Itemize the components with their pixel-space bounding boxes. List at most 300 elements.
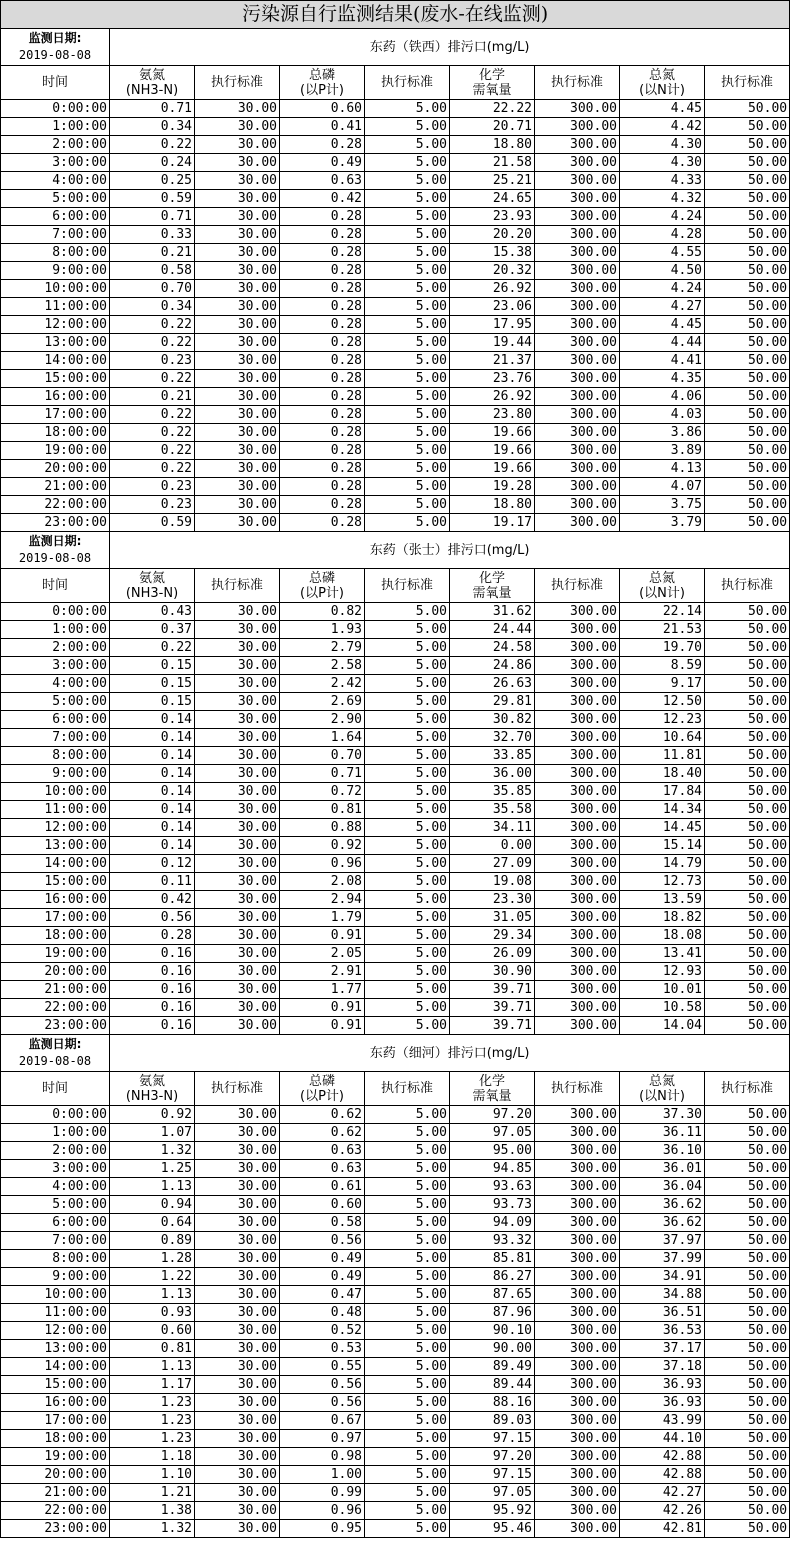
value-cell: 300.00 <box>535 1268 620 1286</box>
table-row <box>1 1178 790 1196</box>
value-cell: 20.32 <box>450 262 535 280</box>
value-cell: 97.05 <box>450 1124 535 1142</box>
monitoring-date-value: 2019-08-08 <box>18 48 92 62</box>
column-header: 总磷 (以P计) <box>280 569 365 603</box>
value-cell: 0.53 <box>280 1340 365 1358</box>
value-cell: 50.00 <box>705 1160 790 1178</box>
value-cell: 30.00 <box>195 388 280 406</box>
value-cell: 5.00 <box>365 1412 450 1430</box>
table-row <box>1 783 790 801</box>
table-row <box>1 855 790 873</box>
value-cell: 50.00 <box>705 190 790 208</box>
table-row <box>1 334 790 352</box>
value-cell: 5.00 <box>365 711 450 729</box>
table-row <box>1 190 790 208</box>
table-row <box>1 316 790 334</box>
value-cell: 0.28 <box>280 388 365 406</box>
table-row <box>1 1286 790 1304</box>
value-cell: 30.00 <box>195 1232 280 1250</box>
value-cell: 4.03 <box>620 406 705 424</box>
value-cell: 0.93 <box>110 1304 195 1322</box>
value-cell: 0.48 <box>280 1304 365 1322</box>
value-cell: 50.00 <box>705 783 790 801</box>
column-header-row <box>1 569 790 603</box>
value-cell: 97.15 <box>450 1466 535 1484</box>
value-cell: 5.00 <box>365 136 450 154</box>
value-cell: 5.00 <box>365 1322 450 1340</box>
table-row <box>1 244 790 262</box>
value-cell: 0.15 <box>110 675 195 693</box>
value-cell: 5.00 <box>365 945 450 963</box>
value-cell: 50.00 <box>705 837 790 855</box>
value-cell: 300.00 <box>535 1017 620 1035</box>
table-row <box>1 424 790 442</box>
value-cell: 15.14 <box>620 837 705 855</box>
value-cell: 300.00 <box>535 1160 620 1178</box>
value-cell: 50.00 <box>705 1268 790 1286</box>
time-cell: 20:00:00 <box>1 1466 110 1484</box>
value-cell: 36.51 <box>620 1304 705 1322</box>
table-row <box>1 280 790 298</box>
value-cell: 39.71 <box>450 1017 535 1035</box>
value-cell: 0.97 <box>280 1430 365 1448</box>
value-cell: 50.00 <box>705 1250 790 1268</box>
value-cell: 1.38 <box>110 1502 195 1520</box>
value-cell: 5.00 <box>365 819 450 837</box>
value-cell: 50.00 <box>705 496 790 514</box>
value-cell: 300.00 <box>535 478 620 496</box>
value-cell: 90.00 <box>450 1340 535 1358</box>
column-header: 执行标准 <box>705 1072 790 1106</box>
value-cell: 17.95 <box>450 316 535 334</box>
time-cell: 15:00:00 <box>1 370 110 388</box>
table-row <box>1 1124 790 1142</box>
value-cell: 1.28 <box>110 1250 195 1268</box>
time-cell: 19:00:00 <box>1 1448 110 1466</box>
value-cell: 50.00 <box>705 1286 790 1304</box>
value-cell: 300.00 <box>535 801 620 819</box>
value-cell: 0.22 <box>110 639 195 657</box>
value-cell: 30.00 <box>195 1502 280 1520</box>
value-cell: 1.18 <box>110 1448 195 1466</box>
value-cell: 30.00 <box>195 136 280 154</box>
value-cell: 30.00 <box>195 1430 280 1448</box>
value-cell: 50.00 <box>705 801 790 819</box>
value-cell: 18.82 <box>620 909 705 927</box>
value-cell: 1.23 <box>110 1394 195 1412</box>
value-cell: 18.80 <box>450 136 535 154</box>
value-cell: 50.00 <box>705 855 790 873</box>
value-cell: 5.00 <box>365 1196 450 1214</box>
value-cell: 300.00 <box>535 693 620 711</box>
value-cell: 2.90 <box>280 711 365 729</box>
value-cell: 0.28 <box>110 927 195 945</box>
value-cell: 1.23 <box>110 1430 195 1448</box>
value-cell: 12.23 <box>620 711 705 729</box>
value-cell: 2.08 <box>280 873 365 891</box>
value-cell: 300.00 <box>535 1142 620 1160</box>
time-cell: 0:00:00 <box>1 603 110 621</box>
value-cell: 5.00 <box>365 873 450 891</box>
value-cell: 300.00 <box>535 1286 620 1304</box>
value-cell: 30.00 <box>195 891 280 909</box>
column-header: 执行标准 <box>195 66 280 100</box>
value-cell: 12.50 <box>620 693 705 711</box>
time-cell: 7:00:00 <box>1 1232 110 1250</box>
report-title: 污染源自行监测结果(废水-在线监测) <box>1 1 790 29</box>
value-cell: 0.59 <box>110 514 195 532</box>
time-cell: 6:00:00 <box>1 1214 110 1232</box>
value-cell: 0.28 <box>280 406 365 424</box>
column-header: 化学 需氧量 <box>450 66 535 100</box>
value-cell: 5.00 <box>365 424 450 442</box>
value-cell: 2.69 <box>280 693 365 711</box>
column-header: 执行标准 <box>195 1072 280 1106</box>
time-cell: 12:00:00 <box>1 316 110 334</box>
value-cell: 300.00 <box>535 819 620 837</box>
value-cell: 0.28 <box>280 136 365 154</box>
monitoring-date-value: 2019-08-08 <box>18 1054 92 1068</box>
value-cell: 23.80 <box>450 406 535 424</box>
value-cell: 3.89 <box>620 442 705 460</box>
value-cell: 5.00 <box>365 208 450 226</box>
table-row <box>1 514 790 532</box>
value-cell: 4.32 <box>620 190 705 208</box>
time-cell: 15:00:00 <box>1 1376 110 1394</box>
value-cell: 5.00 <box>365 1502 450 1520</box>
value-cell: 50.00 <box>705 873 790 891</box>
table-row <box>1 657 790 675</box>
value-cell: 0.52 <box>280 1322 365 1340</box>
value-cell: 0.28 <box>280 334 365 352</box>
value-cell: 30.00 <box>195 1214 280 1232</box>
value-cell: 50.00 <box>705 945 790 963</box>
value-cell: 0.34 <box>110 118 195 136</box>
value-cell: 0.14 <box>110 783 195 801</box>
value-cell: 1.25 <box>110 1160 195 1178</box>
value-cell: 5.00 <box>365 1358 450 1376</box>
value-cell: 36.93 <box>620 1376 705 1394</box>
value-cell: 1.13 <box>110 1286 195 1304</box>
time-cell: 17:00:00 <box>1 406 110 424</box>
value-cell: 0.22 <box>110 316 195 334</box>
value-cell: 87.65 <box>450 1286 535 1304</box>
value-cell: 0.58 <box>280 1214 365 1232</box>
value-cell: 50.00 <box>705 1520 790 1538</box>
value-cell: 30.00 <box>195 1448 280 1466</box>
value-cell: 4.27 <box>620 298 705 316</box>
table-row <box>1 478 790 496</box>
value-cell: 5.00 <box>365 1484 450 1502</box>
value-cell: 300.00 <box>535 711 620 729</box>
value-cell: 4.06 <box>620 388 705 406</box>
value-cell: 34.11 <box>450 819 535 837</box>
value-cell: 0.55 <box>280 1358 365 1376</box>
value-cell: 0.47 <box>280 1286 365 1304</box>
time-cell: 5:00:00 <box>1 693 110 711</box>
value-cell: 0.99 <box>280 1484 365 1502</box>
time-cell: 17:00:00 <box>1 1412 110 1430</box>
value-cell: 4.35 <box>620 370 705 388</box>
value-cell: 5.00 <box>365 1268 450 1286</box>
value-cell: 0.14 <box>110 747 195 765</box>
value-cell: 5.00 <box>365 244 450 262</box>
time-cell: 4:00:00 <box>1 172 110 190</box>
value-cell: 30.00 <box>195 873 280 891</box>
value-cell: 50.00 <box>705 1358 790 1376</box>
value-cell: 30.00 <box>195 819 280 837</box>
value-cell: 0.91 <box>280 927 365 945</box>
value-cell: 0.89 <box>110 1232 195 1250</box>
value-cell: 5.00 <box>365 603 450 621</box>
table-row <box>1 675 790 693</box>
value-cell: 30.00 <box>195 1358 280 1376</box>
value-cell: 88.16 <box>450 1394 535 1412</box>
monitoring-date-label: 监测日期: <box>28 1037 82 1051</box>
value-cell: 97.20 <box>450 1448 535 1466</box>
value-cell: 4.13 <box>620 460 705 478</box>
value-cell: 30.00 <box>195 603 280 621</box>
value-cell: 5.00 <box>365 280 450 298</box>
value-cell: 0.28 <box>280 496 365 514</box>
table-row <box>1 1376 790 1394</box>
table-row <box>1 891 790 909</box>
value-cell: 93.32 <box>450 1232 535 1250</box>
value-cell: 4.30 <box>620 136 705 154</box>
value-cell: 50.00 <box>705 1178 790 1196</box>
value-cell: 5.00 <box>365 1142 450 1160</box>
value-cell: 30.00 <box>195 1250 280 1268</box>
table-row <box>1 406 790 424</box>
value-cell: 0.28 <box>280 514 365 532</box>
value-cell: 10.64 <box>620 729 705 747</box>
value-cell: 300.00 <box>535 226 620 244</box>
table-row <box>1 226 790 244</box>
value-cell: 0.56 <box>280 1394 365 1412</box>
value-cell: 87.96 <box>450 1304 535 1322</box>
value-cell: 5.00 <box>365 1178 450 1196</box>
value-cell: 0.28 <box>280 280 365 298</box>
value-cell: 5.00 <box>365 1106 450 1124</box>
value-cell: 300.00 <box>535 765 620 783</box>
value-cell: 17.84 <box>620 783 705 801</box>
value-cell: 0.34 <box>110 298 195 316</box>
value-cell: 14.04 <box>620 1017 705 1035</box>
value-cell: 5.00 <box>365 100 450 118</box>
column-header: 总磷 (以P计) <box>280 1072 365 1106</box>
value-cell: 5.00 <box>365 478 450 496</box>
value-cell: 50.00 <box>705 280 790 298</box>
value-cell: 30.00 <box>195 280 280 298</box>
value-cell: 26.92 <box>450 388 535 406</box>
value-cell: 36.11 <box>620 1124 705 1142</box>
table-row <box>1 1160 790 1178</box>
value-cell: 8.59 <box>620 657 705 675</box>
time-cell: 1:00:00 <box>1 621 110 639</box>
time-cell: 12:00:00 <box>1 1322 110 1340</box>
value-cell: 300.00 <box>535 1340 620 1358</box>
value-cell: 26.92 <box>450 280 535 298</box>
value-cell: 300.00 <box>535 603 620 621</box>
value-cell: 50.00 <box>705 711 790 729</box>
value-cell: 0.95 <box>280 1520 365 1538</box>
value-cell: 300.00 <box>535 1106 620 1124</box>
value-cell: 30.00 <box>195 118 280 136</box>
value-cell: 300.00 <box>535 370 620 388</box>
value-cell: 30.00 <box>195 100 280 118</box>
value-cell: 5.00 <box>365 999 450 1017</box>
value-cell: 0.22 <box>110 406 195 424</box>
table-row <box>1 388 790 406</box>
value-cell: 2.05 <box>280 945 365 963</box>
value-cell: 30.00 <box>195 370 280 388</box>
value-cell: 42.88 <box>620 1466 705 1484</box>
value-cell: 50.00 <box>705 819 790 837</box>
value-cell: 1.93 <box>280 621 365 639</box>
column-header: 时间 <box>1 569 110 603</box>
value-cell: 50.00 <box>705 370 790 388</box>
value-cell: 0.22 <box>110 334 195 352</box>
value-cell: 5.00 <box>365 352 450 370</box>
value-cell: 30.00 <box>195 999 280 1017</box>
value-cell: 35.58 <box>450 801 535 819</box>
value-cell: 30.00 <box>195 1196 280 1214</box>
table-row <box>1 1196 790 1214</box>
value-cell: 0.14 <box>110 837 195 855</box>
value-cell: 5.00 <box>365 1017 450 1035</box>
value-cell: 5.00 <box>365 855 450 873</box>
value-cell: 30.00 <box>195 1106 280 1124</box>
time-cell: 7:00:00 <box>1 729 110 747</box>
table-row <box>1 1304 790 1322</box>
table-row <box>1 262 790 280</box>
value-cell: 30.00 <box>195 621 280 639</box>
value-cell: 4.24 <box>620 208 705 226</box>
value-cell: 300.00 <box>535 1448 620 1466</box>
value-cell: 300.00 <box>535 244 620 262</box>
table-row <box>1 370 790 388</box>
value-cell: 50.00 <box>705 603 790 621</box>
value-cell: 300.00 <box>535 783 620 801</box>
time-cell: 3:00:00 <box>1 1160 110 1178</box>
value-cell: 1.32 <box>110 1142 195 1160</box>
value-cell: 5.00 <box>365 1430 450 1448</box>
value-cell: 27.09 <box>450 855 535 873</box>
value-cell: 0.12 <box>110 855 195 873</box>
monitoring-date-label: 监测日期: <box>28 534 82 548</box>
value-cell: 21.58 <box>450 154 535 172</box>
value-cell: 50.00 <box>705 765 790 783</box>
value-cell: 30.00 <box>195 1466 280 1484</box>
time-cell: 2:00:00 <box>1 1142 110 1160</box>
value-cell: 0.14 <box>110 711 195 729</box>
value-cell: 300.00 <box>535 208 620 226</box>
value-cell: 0.96 <box>280 855 365 873</box>
value-cell: 39.71 <box>450 999 535 1017</box>
value-cell: 21.37 <box>450 352 535 370</box>
value-cell: 0.82 <box>280 603 365 621</box>
time-cell: 3:00:00 <box>1 154 110 172</box>
value-cell: 30.00 <box>195 801 280 819</box>
value-cell: 0.42 <box>280 190 365 208</box>
value-cell: 4.33 <box>620 172 705 190</box>
table-row <box>1 208 790 226</box>
time-cell: 4:00:00 <box>1 1178 110 1196</box>
value-cell: 4.41 <box>620 352 705 370</box>
column-header: 时间 <box>1 1072 110 1106</box>
value-cell: 4.07 <box>620 478 705 496</box>
value-cell: 5.00 <box>365 1286 450 1304</box>
time-cell: 21:00:00 <box>1 478 110 496</box>
table-row <box>1 1358 790 1376</box>
value-cell: 0.49 <box>280 154 365 172</box>
table-row <box>1 1214 790 1232</box>
table-row <box>1 747 790 765</box>
value-cell: 0.23 <box>110 496 195 514</box>
time-cell: 1:00:00 <box>1 118 110 136</box>
value-cell: 50.00 <box>705 981 790 999</box>
value-cell: 19.17 <box>450 514 535 532</box>
table-row <box>1 801 790 819</box>
time-cell: 5:00:00 <box>1 1196 110 1214</box>
value-cell: 4.55 <box>620 244 705 262</box>
value-cell: 5.00 <box>365 334 450 352</box>
value-cell: 30.00 <box>195 406 280 424</box>
value-cell: 97.05 <box>450 1484 535 1502</box>
value-cell: 36.00 <box>450 765 535 783</box>
value-cell: 93.63 <box>450 1178 535 1196</box>
value-cell: 30.00 <box>195 1178 280 1196</box>
value-cell: 50.00 <box>705 729 790 747</box>
value-cell: 0.91 <box>280 999 365 1017</box>
value-cell: 300.00 <box>535 639 620 657</box>
value-cell: 0.14 <box>110 729 195 747</box>
value-cell: 30.00 <box>195 172 280 190</box>
time-cell: 23:00:00 <box>1 1017 110 1035</box>
value-cell: 5.00 <box>365 514 450 532</box>
value-cell: 14.79 <box>620 855 705 873</box>
value-cell: 300.00 <box>535 424 620 442</box>
value-cell: 50.00 <box>705 100 790 118</box>
value-cell: 0.28 <box>280 370 365 388</box>
value-cell: 50.00 <box>705 1394 790 1412</box>
value-cell: 50.00 <box>705 154 790 172</box>
value-cell: 0.62 <box>280 1106 365 1124</box>
value-cell: 50.00 <box>705 172 790 190</box>
value-cell: 0.28 <box>280 226 365 244</box>
value-cell: 50.00 <box>705 675 790 693</box>
column-header: 执行标准 <box>365 66 450 100</box>
value-cell: 0.71 <box>280 765 365 783</box>
value-cell: 90.10 <box>450 1322 535 1340</box>
value-cell: 1.77 <box>280 981 365 999</box>
value-cell: 0.70 <box>110 280 195 298</box>
value-cell: 300.00 <box>535 136 620 154</box>
value-cell: 2.58 <box>280 657 365 675</box>
value-cell: 22.14 <box>620 603 705 621</box>
value-cell: 300.00 <box>535 190 620 208</box>
table-row <box>1 352 790 370</box>
time-cell: 6:00:00 <box>1 208 110 226</box>
time-cell: 9:00:00 <box>1 1268 110 1286</box>
value-cell: 300.00 <box>535 999 620 1017</box>
value-cell: 0.94 <box>110 1196 195 1214</box>
time-cell: 1:00:00 <box>1 1124 110 1142</box>
value-cell: 43.99 <box>620 1412 705 1430</box>
value-cell: 50.00 <box>705 406 790 424</box>
value-cell: 5.00 <box>365 1376 450 1394</box>
table-row <box>1 603 790 621</box>
